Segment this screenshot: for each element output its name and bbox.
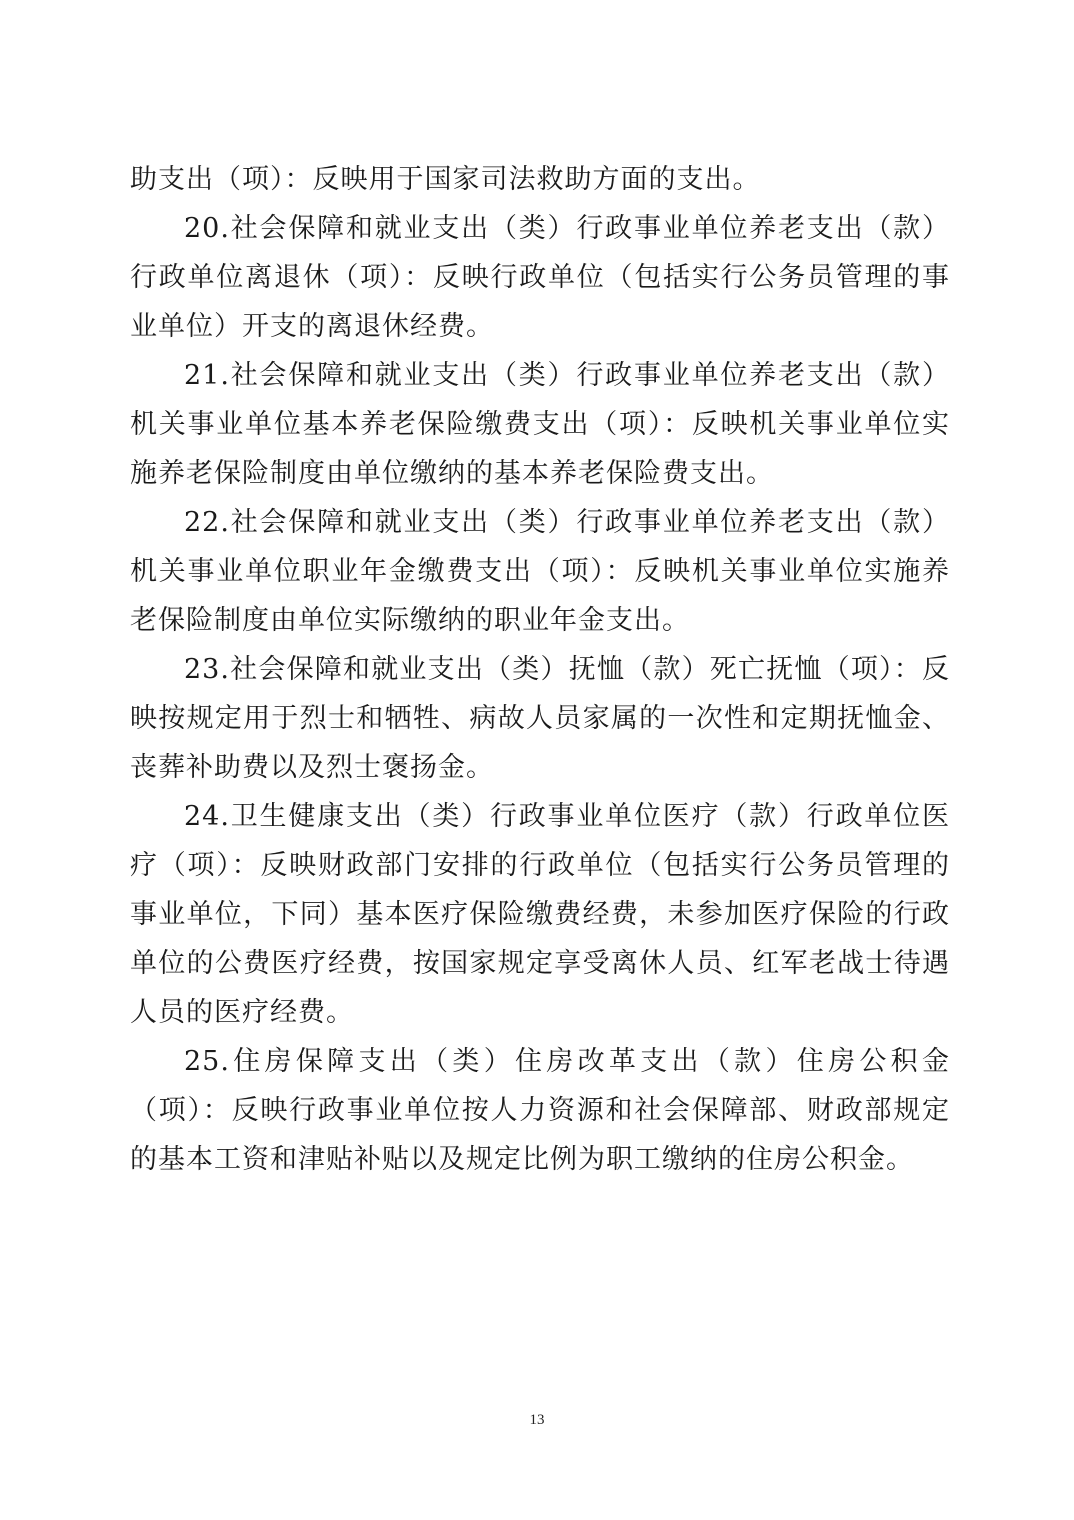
- paragraph-item-24: 24.卫生健康支出（类）行政事业单位医疗（款）行政单位医疗（项）：反映财政部门安排的行政单位（包括实行公务员管理的事业单位，下同）基本医疗保险缴费经费，未参加医疗保险的行政单位的公费医疗经费，按国家规定享受离休人员、红军老战士待遇人员的医疗经费。: [130, 801, 950, 1028]
- paragraph-item-20: 20.社会保障和就业支出（类）行政事业单位养老支出（款）行政单位离退休（项）：反映行政单位（包括实行公务员管理的事业单位）开支的离退休经费。: [130, 213, 950, 342]
- paragraph-item-22: 22.社会保障和就业支出（类）行政事业单位养老支出（款）机关事业单位职业年金缴费支出（项）：反映机关事业单位实施养老保险制度由单位实际缴纳的职业年金支出。: [130, 507, 950, 636]
- page-number: 13: [529, 1412, 545, 1428]
- paragraph-continuation: 助支出（项）：反映用于国家司法救助方面的支出。: [130, 164, 761, 195]
- paragraph-item-23: 23.社会保障和就业支出（类）抚恤（款）死亡抚恤（项）：反映按规定用于烈士和牺牲、病故人员家属的一次性和定期抚恤金、丧葬补助费以及烈士褒扬金。: [130, 654, 950, 783]
- document-body: [130, 155, 950, 1184]
- paragraph-item-21: 21.社会保障和就业支出（类）行政事业单位养老支出（款）机关事业单位基本养老保险缴费支出（项）：反映机关事业单位实施养老保险制度由单位缴纳的基本养老保险费支出。: [130, 360, 950, 489]
- paragraph-item-25: 25.住房保障支出（类）住房改革支出（款）住房公积金（项）：反映行政事业单位按人力资源和社会保障部、财政部规定的基本工资和津贴补贴以及规定比例为职工缴纳的住房公积金。: [130, 1046, 950, 1175]
